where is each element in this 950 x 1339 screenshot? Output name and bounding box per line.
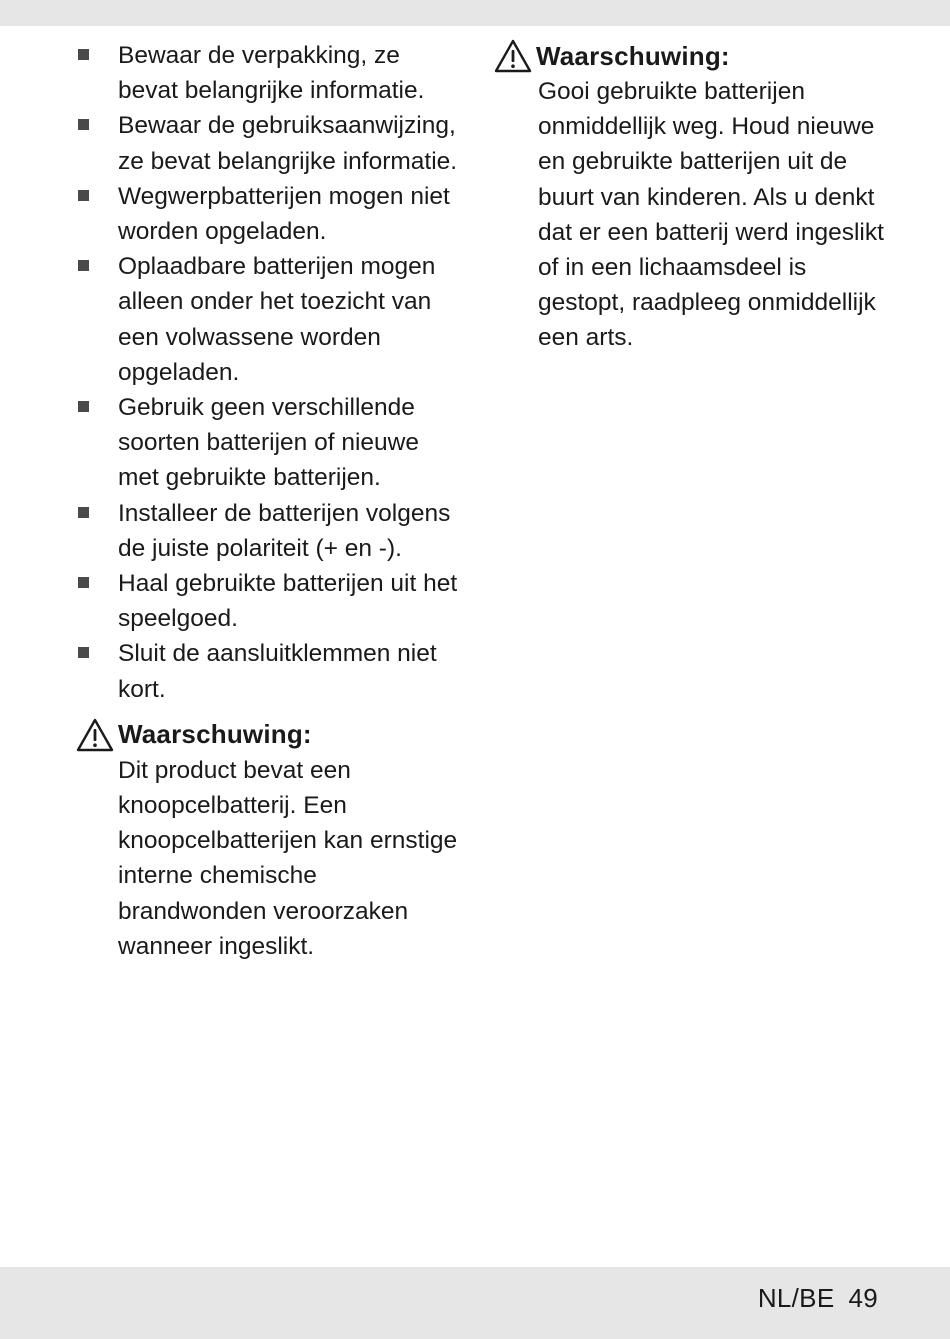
bullet-text: Wegwerpbatterijen mogen niet worden opgeladen. — [118, 182, 450, 246]
warning-block-left — [76, 717, 461, 964]
warning-heading — [494, 38, 894, 74]
left-column — [76, 38, 461, 964]
warning-title: Waarschuwing: — [118, 719, 312, 750]
bullet-text: Haal gebruikte batterijen uit het speelgoed. — [118, 570, 458, 633]
bullet-text: Installeer de batterijen volgens de juiste polariteit (+ en -). — [118, 499, 451, 562]
bullet-text: Bewaar de verpakking, ze bevat belangrijke informatie. — [118, 42, 425, 105]
square-bullet-icon — [78, 190, 89, 201]
warning-text: Gooi gebruikte batterijen onmiddellijk weg. Houd nieuwe en gebruikte batterijen uit de buurt van kinderen. Als u denkt dat er een batterij werd ingeslikt of in een lichaamsdeel is gestopt, raadpleeg onmiddellijk een arts. — [538, 78, 884, 352]
right-column — [494, 38, 894, 356]
square-bullet-icon — [78, 260, 89, 271]
page-number: 49 — [848, 1283, 878, 1313]
bullet-text: Gebruik geen verschillende soorten batterijen of nieuwe met gebruikte batterijen. — [118, 394, 419, 492]
square-bullet-icon — [78, 119, 89, 130]
bullet-text: Bewaar de gebruiksaanwijzing, ze bevat belangrijke informatie. — [118, 112, 458, 175]
list-item — [76, 38, 461, 108]
warning-heading — [76, 717, 461, 753]
list-item — [76, 108, 461, 178]
language-code: NL/BE — [757, 1283, 835, 1313]
list-item — [76, 249, 461, 390]
warning-triangle-icon — [494, 39, 532, 73]
square-bullet-icon — [78, 647, 89, 658]
safety-bullet-list — [76, 38, 461, 707]
list-item — [76, 390, 461, 496]
page-footer — [758, 1281, 878, 1315]
warning-text: Dit product bevat een knoopcelbatterij. Een knoopcelbatterijen kan ernstige interne chemische brandwonden veroorzaken wanneer ingeslikt. — [118, 756, 458, 960]
list-item — [76, 566, 461, 636]
bullet-text: Oplaadbare batterijen mogen alleen onder het toezicht van een volwassene worden opgeladen. — [118, 253, 436, 386]
warning-title: Waarschuwing: — [536, 40, 730, 71]
bullet-text: Sluit de aansluitklemmen niet kort. — [118, 640, 437, 703]
square-bullet-icon — [78, 49, 89, 60]
square-bullet-icon — [78, 401, 89, 412]
square-bullet-icon — [78, 507, 89, 518]
list-item — [76, 179, 461, 249]
top-band — [0, 0, 950, 26]
warning-block-right — [494, 38, 894, 356]
list-item — [76, 496, 461, 566]
warning-triangle-icon — [76, 718, 114, 752]
list-item — [76, 636, 461, 706]
square-bullet-icon — [78, 577, 89, 588]
